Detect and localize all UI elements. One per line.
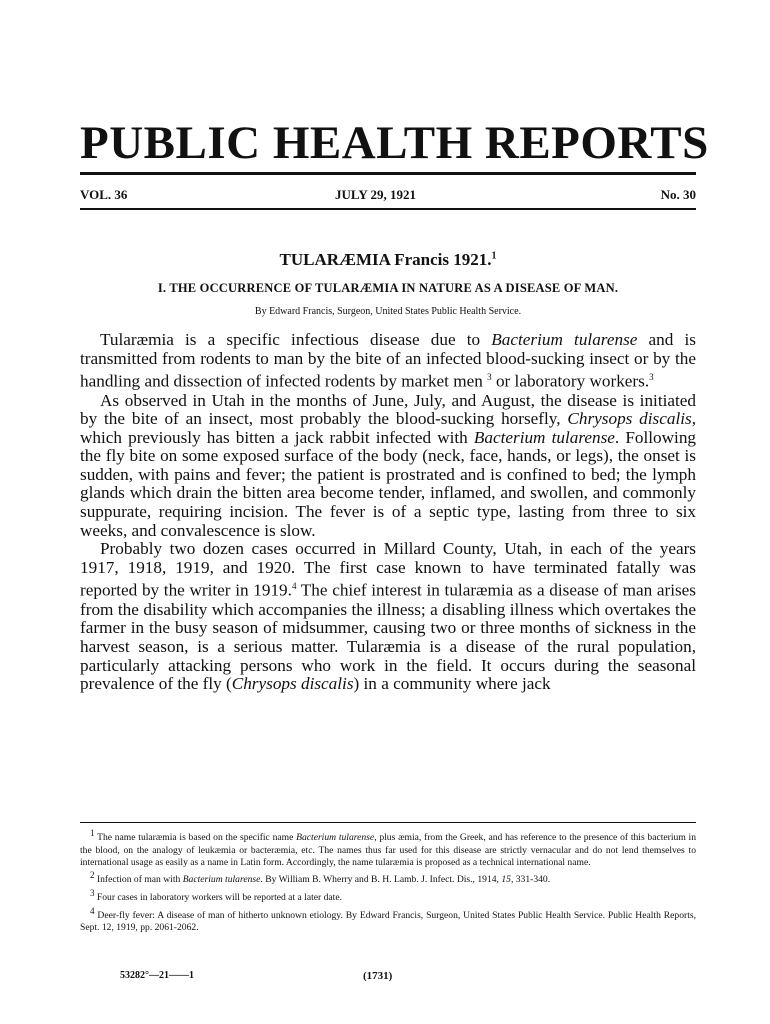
insect-name: Chrysops discalis — [567, 409, 692, 429]
title-footnote-ref: 1 — [491, 250, 497, 262]
issue-line — [80, 187, 696, 203]
footnote-mark: 1 — [90, 828, 95, 838]
footnote-ref: 3 — [487, 372, 492, 383]
text-run: Tularæmia is a specific infectious disease due to — [100, 330, 492, 349]
article-title — [80, 250, 696, 270]
text-run: Infection of man with — [94, 874, 183, 886]
text-run: ) in a community where jack — [353, 674, 551, 694]
organism-name: Bacterium tularense — [473, 427, 615, 447]
text-run: . Following the fly bite on some exposed surface of the body (neck, face, hands, or legs), the onset is sudden, with pains and fever; the patient is prostrated and is confined to bed; the lymph glands which drain the bitten area become tender, inflamed, and swollen, and commonly suppurate, requiring incision. The fever is of a septic type, lasting from three to six weeks, and convalescence is slow. — [80, 427, 697, 540]
article-byline: By Edward Francis, Surgeon, United States Public Health Service. — [254, 306, 522, 317]
footnote-mark: 3 — [90, 888, 95, 898]
text-run: , 331-340. — [510, 874, 551, 886]
footnote-rule — [80, 822, 696, 823]
insect-name: Chrysops discalis — [231, 674, 354, 694]
print-code: 53282°—21——1 — [120, 970, 194, 981]
masthead-title: PUBLIC HEALTH REPORTS — [80, 117, 709, 169]
article-subtitle: I. THE OCCURRENCE OF TULARÆMIA IN NATURE AS A DISEASE OF MAN. — [157, 281, 619, 295]
text-run: Four cases in laboratory workers will be reported at a later date. — [94, 892, 342, 904]
footnote-ref: 4 — [291, 581, 297, 592]
article-title-text: TULARÆMIA Francis 1921. — [279, 250, 492, 269]
text-run: . By William B. Wherry and B. H. Lamb. J. Infect. Dis., 1914, — [260, 874, 502, 886]
issue-number: No. 30 — [660, 187, 696, 202]
masthead-rule-bottom — [80, 208, 696, 210]
text-run: and is transmitted from rodents to man by the bite of an infected blood-sucking insect or by the handling and dissection of infected rodents by market men — [80, 330, 696, 391]
text-run: The chief interest in tularæmia as a disease of man arises from the disability which accompanies the illness; a disabling illness which overtakes the farmer in the busy season of midsummer, causing two or three months of sickness in the harvest season, is a serious matter. Tularæmia is a disease of the rural population, particularly attacking persons who work in the field. It occurs during the seasonal prevalence of the fly ( — [80, 581, 696, 694]
footnote — [80, 887, 696, 905]
organism-name: Bacterium tularense — [296, 832, 375, 844]
text-run: As observed in Utah in the months of June, July, and August, the disease is initiated by the bite of an insect, most probably the blood-sucking horsefly, — [80, 390, 696, 429]
text-run: or laboratory workers. — [491, 371, 650, 391]
text-run: , plus æmia, from the Greek, and has reference to the presence of this bacterium in the blood, on the analogy of leukæmia or bacteræmia, etc. The names thus far used for this disease are strictly vernacular and do not lend themselves to international usage as easily as a name in Latin form. Accordingly, the name tularæmia is proposed as a technical international name. — [80, 832, 697, 868]
footnote-mark: 4 — [90, 905, 95, 916]
footnote — [80, 827, 696, 869]
footnote — [80, 905, 696, 935]
text-run: , which previously has bitten a jack rabbit infected with — [80, 409, 696, 447]
organism-name: Bacterium tularense — [491, 330, 638, 349]
text-run: The name tularæmia is based on the specific name — [94, 832, 297, 844]
footnote — [80, 869, 696, 887]
page-footer — [80, 970, 696, 984]
footnote-ref: 3 — [649, 372, 654, 383]
text-run: Deer-fly fever: A disease of man of hitherto unknown etiology. By Edward Francis, Surgeon, United States Public Health Service. Public Health Reports, Sept. 12, 1919, pp. 2061-2062. — [80, 909, 696, 934]
paragraph — [80, 331, 696, 392]
article-body — [80, 331, 696, 694]
issue-date: JULY 29, 1921 — [335, 187, 417, 202]
organism-name: Bacterium tularense — [182, 874, 261, 886]
footnotes — [80, 827, 696, 935]
journal-volume: 15 — [501, 874, 511, 886]
text-run: Probably two dozen cases occurred in Millard County, Utah, in each of the years 1917, 1918, 1919, and 1920. The first case known to have terminated fatally was reported by the writer in 1919. — [80, 539, 696, 601]
page-number: (1731) — [363, 970, 393, 982]
paragraph — [80, 392, 696, 541]
volume-label: VOL. 36 — [80, 187, 128, 202]
paragraph — [80, 540, 696, 693]
masthead-rule-top — [80, 172, 696, 175]
footnote-mark: 2 — [90, 870, 95, 881]
